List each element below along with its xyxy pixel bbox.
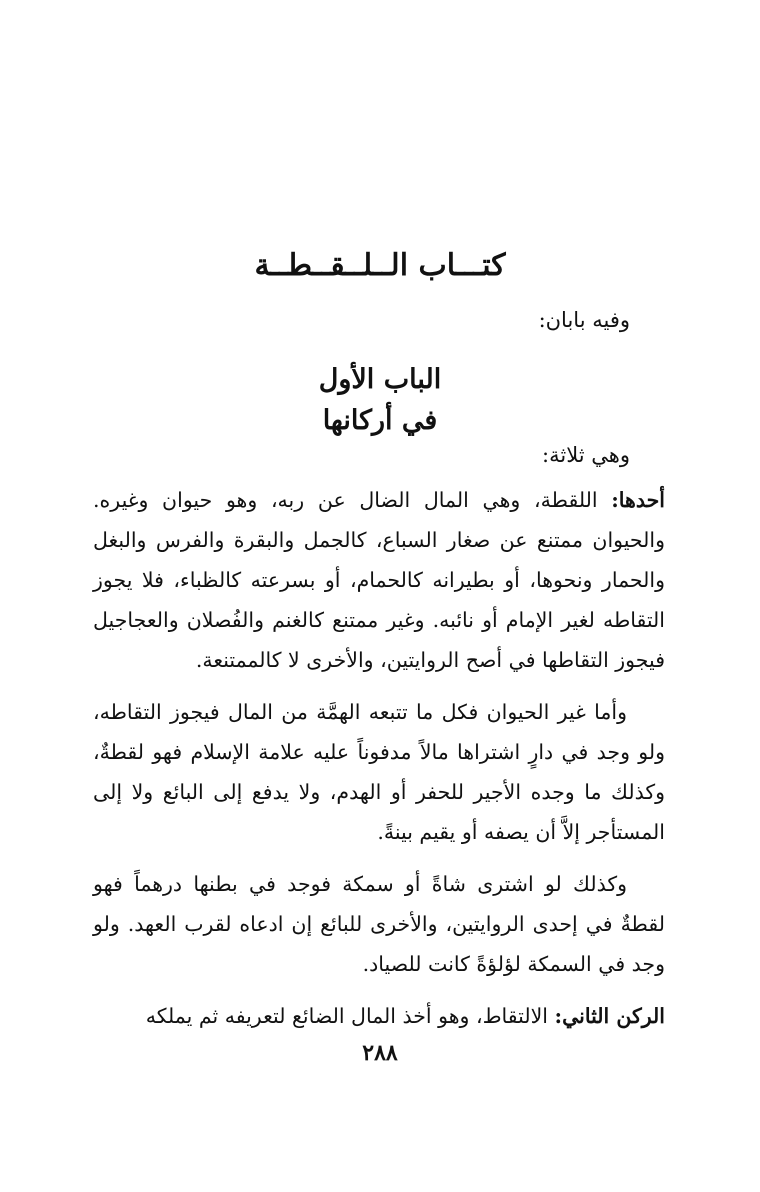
paragraph-third: وكذلك لو اشترى شاةً أو سمكة فوجد في بطنها درهماً فهو لقطةٌ في إحدى الروايتين، والأخرى للبائع إن ادعاه لقرب العهد. ولو وجد في السمكة لؤلؤةً كانت للصياد. [93,872,665,976]
body-text [93,480,665,1036]
chapter-title: الباب الأول [318,364,442,395]
paragraph-second: وأما غير الحيوان فكل ما تتبعه الهمَّة من المال فيجوز التقاطه، ولو وجد في دارٍ اشتراها مالاً مدفوناً عليه علامة الإسلام فهو لقطةٌ، وكذلك ما وجده الأجير للحفر أو الهدم، ولا يدفع إلى البائع ولا إلى المستأجر إلاَّ أن يصفه أو يقيم بينةً. [93,700,665,844]
book-title: كتـــاب الــلــقــطــة [254,248,506,283]
paragraph-first [93,480,665,680]
paragraph-first-text: اللقطة، وهي المال الضال عن ربه، وهو حيوان وغيره. والحيوان ممتنع عن صغار السباع، كالجمل والبقرة والفرس والبغل والحمار ونحوها، أو بطيرانه كالحمام، أو بسرعته كالظباء، فلا يجوز التقاطه لغير الإمام أو نائبه. وغير ممتنع كالغنم والفُصلان والعجاجيل فيجوز التقاطها في أصح الروايتين، والأخرى لا كالممتنعة. [93,488,665,672]
paragraph-fourth-lead: الركن الثاني: [554,1004,665,1028]
paragraph-fourth-text: الالتقاط، وهو أخذ المال الضائع لتعريفه ثم يملكه [145,1004,555,1028]
paragraph-first-lead: أحدها: [611,488,665,512]
page-number: ٢٨٨ [362,1040,398,1066]
sub-intro-line: وهي ثلاثة: [542,443,630,467]
intro-line: وفيه بابان: [538,308,630,332]
paragraph-fourth [93,996,665,1036]
chapter-subtitle: في أركانها [322,405,438,436]
